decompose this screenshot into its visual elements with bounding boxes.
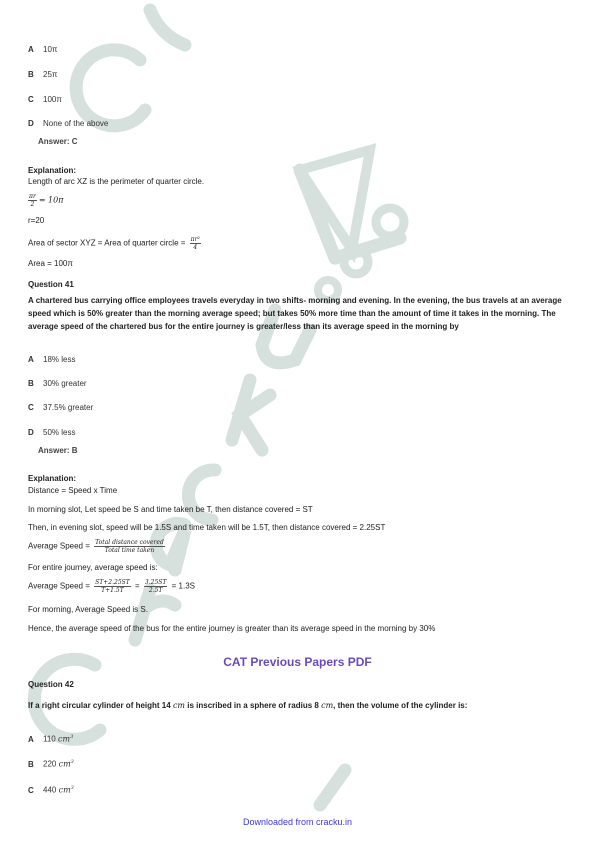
option-text: 37.5% greater (43, 403, 94, 412)
q41-option-a[interactable] (28, 355, 75, 364)
q41-explanation-line: Hence, the average speed of the bus for the entire journey is greater than its average speed in the morning by 30% (28, 624, 436, 633)
fraction: $\frac{\pi r}{2}$ (29, 193, 36, 208)
q41-option-d[interactable] (28, 428, 75, 437)
q42-question-text: If a right circular cylinder of height 14 cm is inscribed in a sphere of radius 8 cm, then the volume of the cylinder is: (28, 701, 468, 710)
q40-option-b[interactable] (28, 70, 57, 79)
q42-option-c[interactable]: C 440 $cm^3$ (28, 785, 74, 795)
option-key: A (28, 45, 34, 54)
q40-explanation-area: Area of sector XYZ = Area of quarter circle = $\frac{\text{πr²}}{4}$ (28, 236, 200, 251)
cat-previous-papers-link[interactable]: CAT Previous Papers PDF (223, 655, 372, 669)
q41-explanation-line: In morning slot, Let speed be S and time taken be T, then distance covered = ST (28, 505, 313, 514)
q41-explanation-line: For entire journey, average speed is: (28, 563, 158, 572)
option-text: 10π (43, 45, 58, 54)
q41-answer: Answer: B (38, 446, 78, 455)
option-text: 50% less (43, 428, 76, 437)
q41-explanation-line: For morning, Average Speed is S. (28, 605, 148, 614)
q41-option-c[interactable] (28, 403, 93, 412)
q42-option-b[interactable]: B 220 $cm^3$ (28, 759, 74, 769)
fraction: $\frac{\text{πr²}}{4}$ (190, 236, 200, 251)
option-text: 18% less (43, 355, 76, 364)
q40-explanation-line: r=20 (28, 216, 45, 225)
q41-option-b[interactable] (28, 379, 87, 388)
q40-option-c[interactable] (28, 95, 62, 104)
fraction: $\frac{\text{Total distance covered}}{\text{Total time taken}}$ (95, 539, 164, 554)
option-key: C (28, 95, 34, 104)
option-key: C (28, 403, 34, 412)
fraction: $\frac{ST+2.25ST}{T+1.5T}$ (95, 579, 130, 594)
q41-explanation-line: Distance = Speed x Time (28, 486, 118, 495)
q40-explanation-formula: $\frac{\pi r}{2}$ = 10π (29, 193, 64, 208)
q40-explanation-heading: Explanation: (28, 166, 77, 175)
option-text: 30% greater (43, 379, 87, 388)
q40-explanation-line: Area = 100π (28, 259, 73, 268)
q41-average-speed-calc: Average Speed = $\frac{ST+2.25ST}{T+1.5T}$ = $\frac{3.25ST}{2.5T}$ = 1.3S (28, 579, 195, 594)
option-key: D (28, 428, 34, 437)
option-key: D (28, 119, 34, 128)
q42-option-a[interactable]: A 110 $cm^3$ (28, 734, 74, 744)
q40-option-a[interactable] (28, 45, 57, 54)
q41-explanation-line: Then, in evening slot, speed will be 1.5S and time taken will be 1.5T, then distance covered = 2.25ST (28, 523, 386, 532)
q42-label: Question 42 (28, 680, 74, 689)
q41-explanation-heading: Explanation: (28, 474, 77, 483)
option-key: B (28, 379, 34, 388)
option-text: 100π (43, 95, 62, 104)
q41-label: Question 41 (28, 280, 74, 289)
option-text: 25π (43, 70, 58, 79)
footer-download-link[interactable]: Downloaded from cracku.in (242, 817, 353, 827)
option-key: B (28, 759, 34, 769)
option-key: A (28, 734, 34, 744)
option-key: C (28, 785, 34, 795)
q40-answer: Answer: C (38, 137, 78, 146)
q41-average-speed-formula: Average Speed = $\frac{\text{Total distance covered}}{\text{Total time taken}}$ (28, 539, 164, 554)
fraction: $\frac{3.25ST}{2.5T}$ (144, 579, 167, 594)
option-text: None of the above (43, 119, 109, 128)
q40-option-d[interactable] (28, 119, 108, 128)
q41-question-text: A chartered bus carrying office employees travels everyday in two shifts- morning and evening. In the evening, the bus travels at an average speed which is 50% greater than the morning average speed; but takes 50% more time than the amount of time it takes in the morning. The average speed of the chartered bus for the entire journey is greater/less than its average speed in the morning by (28, 296, 562, 331)
q40-explanation-line: Length of arc XZ is the perimeter of quarter circle. (28, 177, 205, 186)
option-key: A (28, 355, 34, 364)
option-key: B (28, 70, 34, 79)
